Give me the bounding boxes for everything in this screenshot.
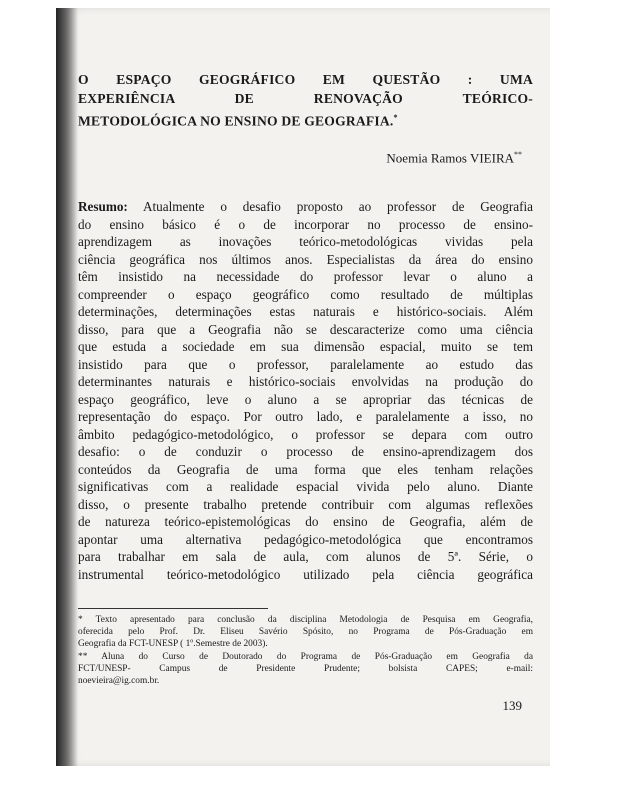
abstract-line: apontar uma alternativa pedagógico-metodológica que encontramos <box>78 531 533 547</box>
abstract-line: disso, para que a Geografia não se descaracterize como uma ciência <box>78 321 533 337</box>
abstract <box>78 198 533 583</box>
page-number: 139 <box>502 698 522 713</box>
abstract-line: compreender o espaço geográfico como resultado de múltiplas <box>78 286 533 302</box>
abstract-line: significativas com a realidade espacial vivida pelo aluno. Diante <box>78 479 533 494</box>
title-line: O ESPAÇO GEOGRÁFICO EM QUESTÃO : UMA <box>78 72 533 87</box>
abstract-line: determinações, determinações estas naturais e histórico-sociais. Além <box>78 304 533 319</box>
footnote-line: ** Aluna do Curso de Doutorado do Programa de Pós-Graduação em Geografia da <box>78 651 533 662</box>
footnote-line: oferecida pelo Prof. Dr. Eliseu Savério Spósito, no Programa de Pós-Graduação em <box>78 627 533 638</box>
abstract-line: instrumental teórico-metodológico utilizado pela ciência geográfica <box>78 566 533 582</box>
abstract-line: conteúdos da Geografia de uma forma que eles tenham relações <box>78 461 533 477</box>
abstract-line: representação do espaço. Por outro lado, e paralelamente a isso, no <box>78 409 533 424</box>
footnote-divider <box>78 608 268 609</box>
abstract-line: Resumo: Atualmente o desafio proposto ao professor de Geografia <box>78 199 533 214</box>
abstract-line: espaço geográfico, leve o aluno a se apropriar das técnicas de <box>78 391 533 407</box>
footnote-line: Geografia da FCT-UNESP ( 1º.Semestre de 2003). <box>78 639 268 650</box>
abstract-line: aprendizagem as inovações teórico-metodológicas vividas pela <box>78 234 533 249</box>
abstract-line: ciência geográfica nos últimos anos. Especialistas da área do ensino <box>78 251 533 267</box>
author-name: Noemia Ramos VIEIRA** <box>386 150 522 166</box>
abstract-line: determinantes naturais e histórico-sociais envolvidas na produção do <box>78 374 533 389</box>
book-gutter-shadow <box>56 8 78 766</box>
abstract-line: têm insistido na necessidade do professor levar o aluno a <box>78 269 533 284</box>
abstract-line: de natureza teórico-epistemológicas do ensino de Geografia, além de <box>78 514 533 529</box>
title-footnote-mark: * <box>393 113 398 122</box>
footnote-line: FCT/UNESP- Campus de Presidente Prudente; bolsista CAPES; e-mail: <box>78 663 533 674</box>
footnote-line: * Texto apresentado para conclusão da disciplina Metodologia de Pesquisa em Geografia, <box>78 615 533 625</box>
abstract-line: disso, o presente trabalho pretende contribuir com algumas reflexões <box>78 496 533 512</box>
author-footnote-mark: ** <box>514 150 522 159</box>
abstract-label: Resumo: <box>78 199 128 214</box>
title-line: EXPERIÊNCIA DE RENOVAÇÃO TEÓRICO- <box>78 91 533 106</box>
abstract-line: desafio: o de conduzir o processo de ensino-aprendizagem dos <box>78 444 533 459</box>
article-title <box>78 70 533 131</box>
title-line: METODOLÓGICA NO ENSINO DE GEOGRAFIA.* <box>78 113 398 129</box>
abstract-line: para trabalhar em sala de aula, com alunos de 5ª. Série, o <box>78 549 533 564</box>
abstract-line: âmbito pedagógico-metodológico, o professor se depara com outro <box>78 426 533 442</box>
footnote-line: noevieira@ig.com.br. <box>78 676 160 687</box>
scanned-page <box>56 8 550 766</box>
abstract-line: que estuda a sociedade em sua dimensão espacial, muito se tem <box>78 339 533 354</box>
abstract-line: do ensino básico é o de incorporar no processo de ensino- <box>78 216 533 232</box>
abstract-line: insistido para que o professor, paralelamente ao estudo das <box>78 356 533 372</box>
footnotes <box>78 614 533 687</box>
